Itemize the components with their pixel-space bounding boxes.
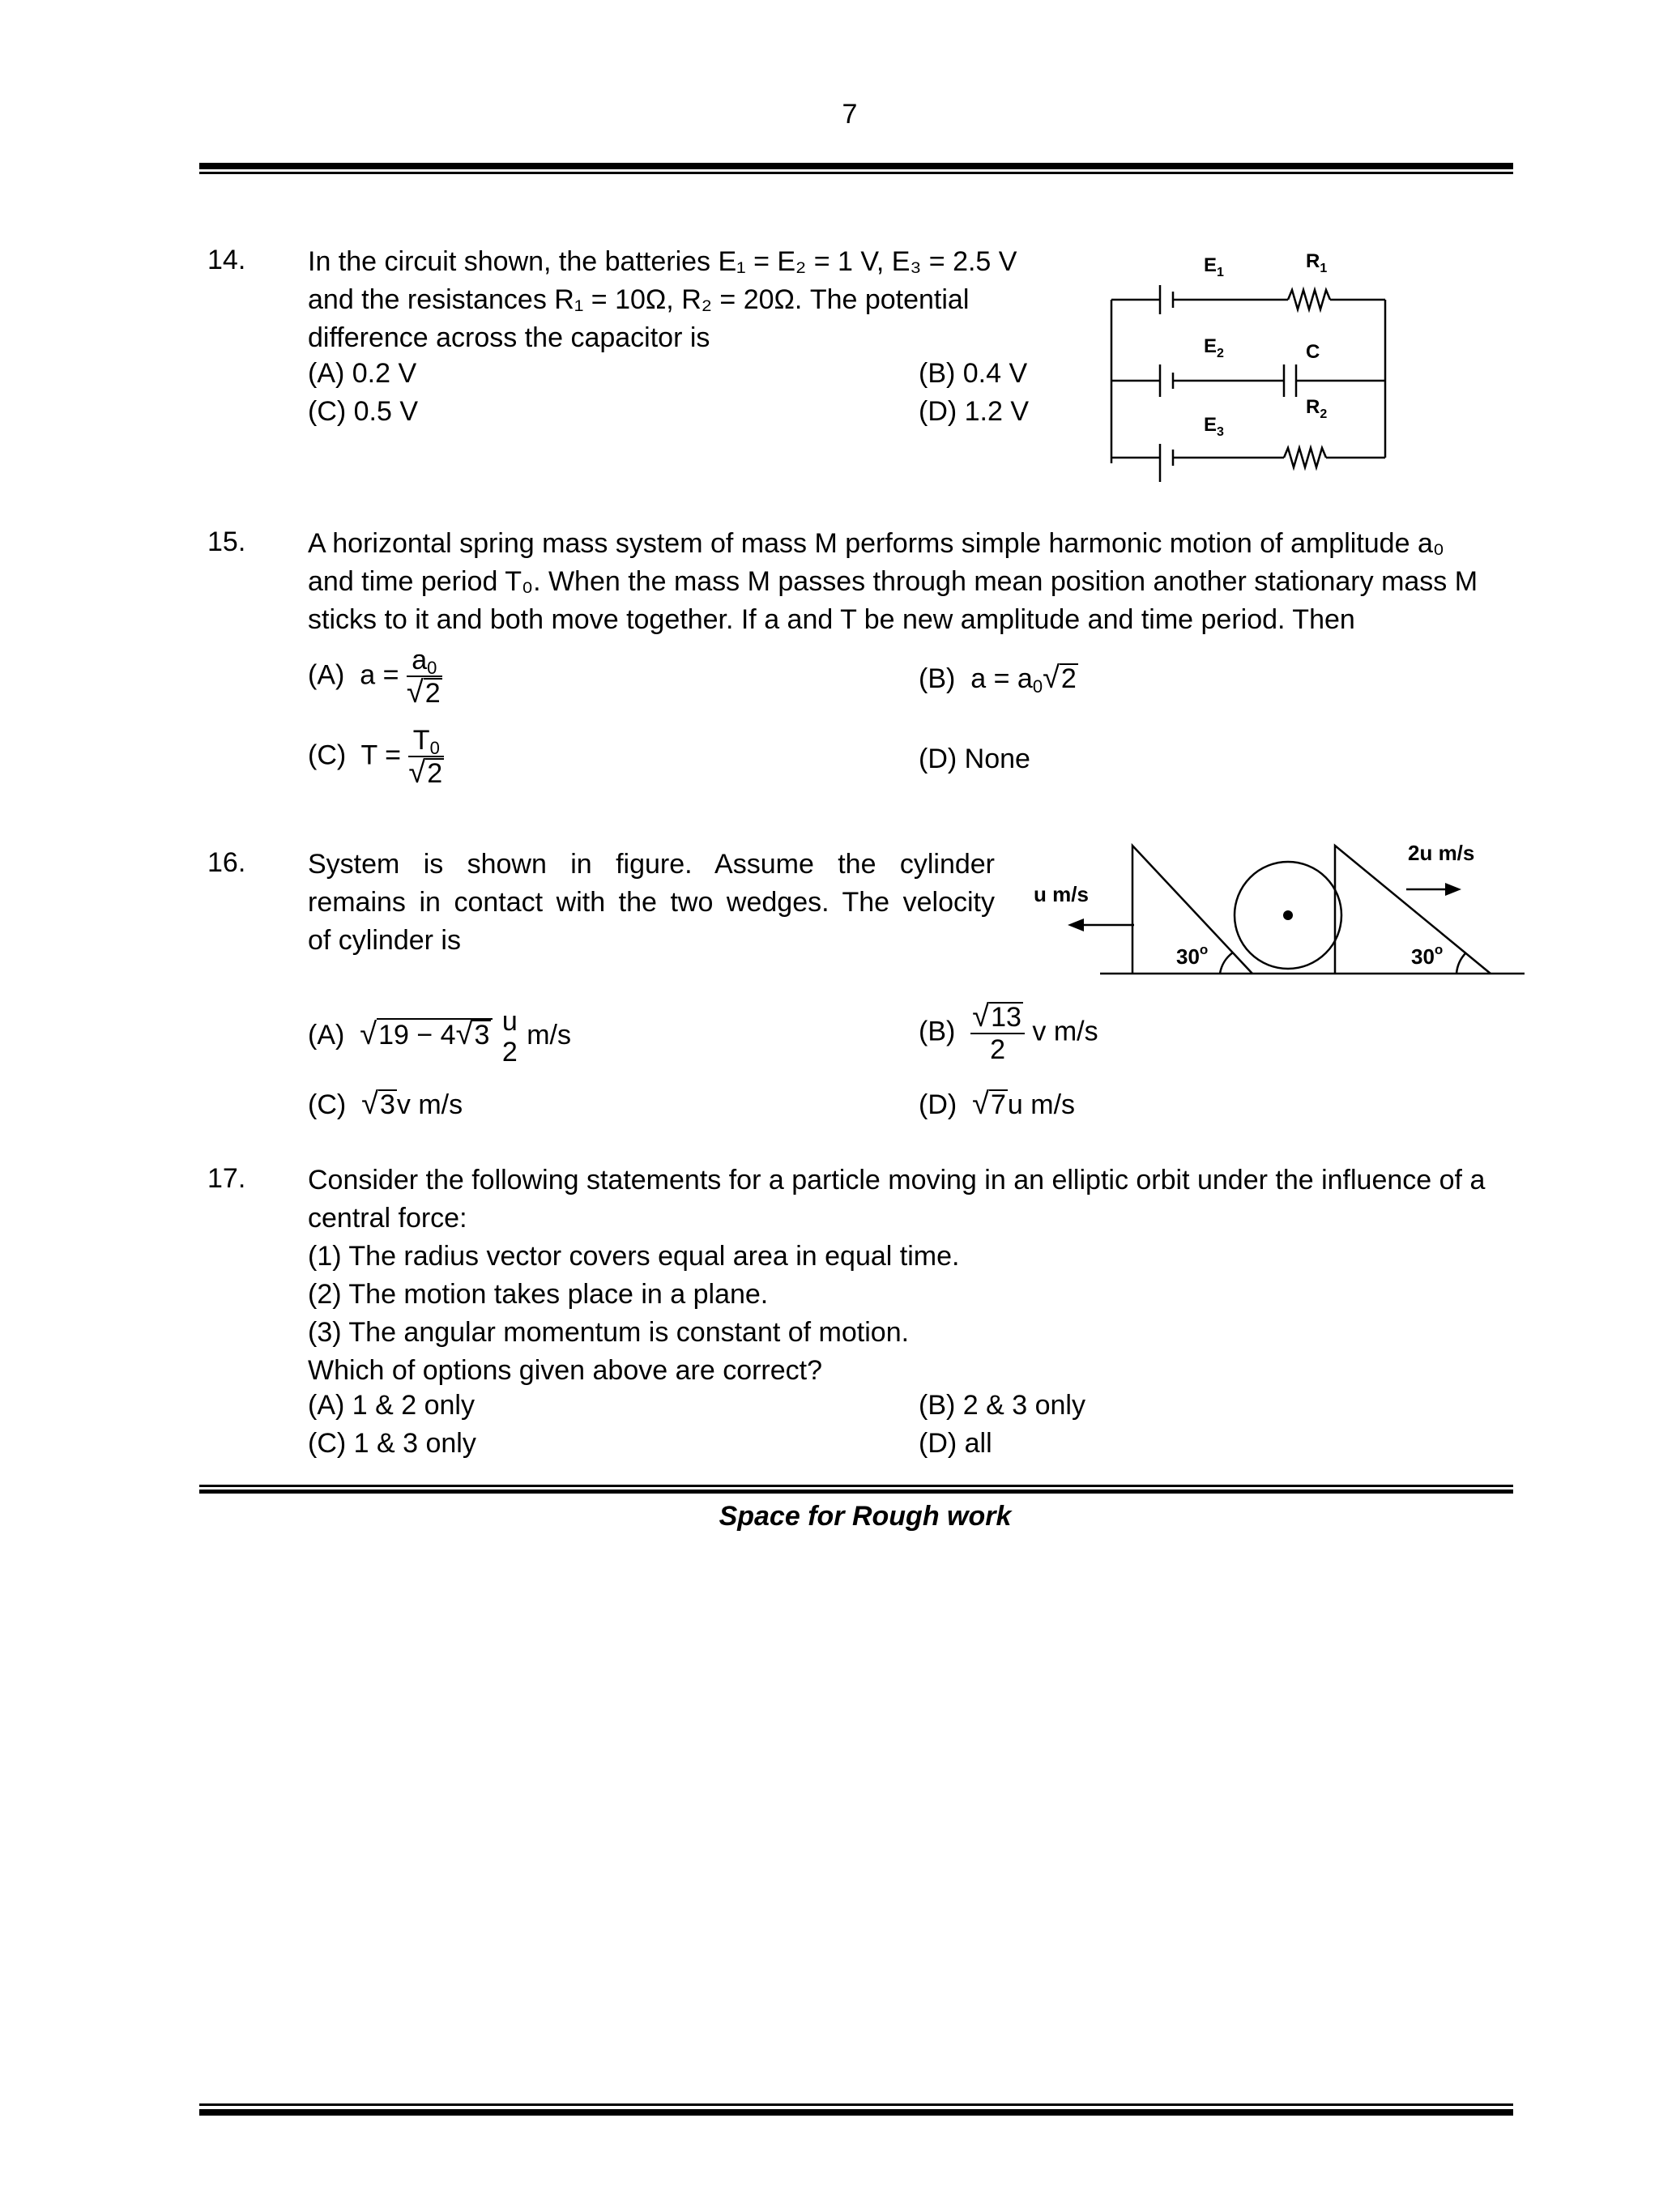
question-16-number: 16. (207, 847, 246, 878)
option-b-label: (B) (919, 663, 956, 694)
q16-option-d-root: 7 (990, 1089, 1006, 1120)
question-17-statement-2: (2) The motion takes place in a plane. (308, 1279, 769, 1310)
option-c-lhs: T = (360, 739, 401, 771)
option-c-label: (C) (308, 739, 347, 771)
rough-work-rule-thin (199, 1485, 1513, 1487)
question-14-option-c: (C) 0.5 V (308, 396, 419, 427)
question-16-line-2: remains in contact with the two wedges. The velocity (308, 887, 995, 918)
option-c-denominator: 2 (427, 758, 443, 789)
q16-option-a-label: (A) (308, 1019, 345, 1051)
question-17-option-d: (D) all (919, 1428, 992, 1459)
wedge-cylinder-figure (1029, 834, 1531, 988)
option-b-root: 2 (1060, 663, 1077, 694)
right-angle-value: 30 (1411, 944, 1435, 969)
rough-work-rule-thick (199, 1490, 1513, 1494)
q16-option-a-inner-root: 3 (474, 1019, 490, 1051)
option-a-numerator-sub: 0 (427, 658, 437, 678)
option-c-numerator-sub: 0 (429, 738, 440, 758)
bottom-rule-thick (199, 2109, 1513, 2116)
question-17-statement-3: (3) The angular momentum is constant of motion. (308, 1317, 910, 1348)
option-a-fraction: $\frac{a_0}{√2}$ (406, 645, 441, 710)
right-angle-label (1411, 942, 1443, 969)
question-15-line-2: and time period T₀. When the mass M passes through mean position another stationary mass M (308, 566, 1478, 597)
option-c-numerator: T (412, 725, 430, 756)
rough-work-caption: Space for Rough work (719, 1501, 1012, 1532)
label-r2 (1306, 396, 1327, 421)
option-a-denominator: 2 (424, 678, 441, 709)
question-17-line-1: Consider the following statements for a particle moving in an elliptic orbit under the influence of a (308, 1165, 1486, 1196)
q16-option-b-denominator: 2 (990, 1034, 1006, 1065)
q16-option-b-unit: v m/s (1032, 1016, 1098, 1047)
label-e1 (1204, 254, 1224, 279)
q16-option-b-label: (B) (919, 1016, 956, 1047)
top-rule-thin (199, 172, 1513, 174)
question-15-option-c (308, 725, 444, 789)
question-15-line-3: sticks to it and both move together. If a and T be new amplitude and time period. Then (308, 604, 1355, 635)
label-r1 (1306, 250, 1327, 275)
left-angle-label (1176, 942, 1208, 969)
q16-option-a-radicand: 19 − 4√3 (377, 1018, 493, 1049)
question-14-number: 14. (207, 245, 246, 275)
question-16-option-b (919, 1001, 1098, 1065)
option-b-sub: 0 (1032, 676, 1043, 697)
page-number: 7 (842, 99, 858, 130)
question-16-option-c: (C) √3v m/s (308, 1087, 463, 1121)
label-r2-sub: 2 (1320, 407, 1328, 421)
label-e2-sub: 2 (1217, 347, 1224, 360)
label-e2 (1204, 335, 1224, 360)
question-17-option-c: (C) 1 & 3 only (308, 1428, 476, 1459)
question-15-number: 15. (207, 526, 246, 557)
question-15-option-d: (D) None (919, 744, 1030, 774)
question-14-option-d: (D) 1.2 V (919, 396, 1030, 427)
label-e3 (1204, 414, 1224, 439)
question-15-line-1: A horizontal spring mass system of mass M performs simple harmonic motion of amplitude a₀ (308, 528, 1444, 559)
q16-option-d-label: (D) (919, 1089, 957, 1120)
left-angle-value: 30 (1176, 944, 1200, 969)
q16-option-a-fraction (501, 1006, 519, 1068)
q16-option-b-numerator: 13 (991, 1002, 1021, 1033)
option-b-expression: a = a (970, 663, 1033, 694)
question-16-option-d: (D) √7u m/s (919, 1087, 1076, 1121)
label-c: C (1306, 341, 1320, 363)
question-14-option-b: (B) 0.4 V (919, 358, 1028, 389)
option-a-numerator: a (412, 645, 428, 676)
question-14-line-2: and the resistances R₁ = 10Ω, R₂ = 20Ω. The potential (308, 284, 970, 315)
q16-option-a-root: 19 − 4 (378, 1019, 456, 1051)
label-r1-letter: R (1306, 250, 1320, 272)
right-angle-degree: o (1434, 942, 1444, 957)
left-velocity-label: u m/s (1034, 882, 1089, 906)
question-16-line-3: of cylinder is (308, 925, 461, 956)
question-16-option-a: (A) √19 − 4√3 u 2 m/s (308, 1006, 571, 1068)
label-e3-letter: E (1204, 414, 1218, 436)
question-17-statement-1: (1) The radius vector covers equal area in equal time. (308, 1241, 960, 1272)
question-14-line-3: difference across the capacitor is (308, 322, 710, 353)
circuit-diagram (1102, 243, 1401, 486)
q16-option-c-label: (C) (308, 1089, 347, 1120)
label-e3-sub: 3 (1217, 425, 1224, 439)
option-a-lhs: a = (360, 659, 399, 691)
q16-option-a-numerator: u (501, 1006, 518, 1037)
question-14-line-1: In the circuit shown, the batteries E₁ = E₂ = 1 V, E₃ = 2.5 V (308, 246, 1017, 277)
q16-option-a-unit: m/s (527, 1019, 571, 1051)
question-17-line-2: central force: (308, 1203, 467, 1234)
q16-option-c-unit: v m/s (396, 1089, 463, 1120)
label-e2-letter: E (1204, 335, 1218, 357)
q16-option-b-fraction: $\frac{√13}{2}$ (970, 1001, 1025, 1065)
label-r2-letter: R (1306, 396, 1320, 418)
label-e1-letter: E (1204, 254, 1218, 276)
q16-option-d-unit: u m/s (1007, 1089, 1076, 1120)
question-17-question: Which of options given above are correct? (308, 1355, 823, 1386)
question-17-option-a: (A) 1 & 2 only (308, 1390, 475, 1421)
right-velocity-label: 2u m/s (1408, 841, 1475, 865)
left-angle-degree: o (1199, 942, 1209, 957)
question-15-option-b: (B) $a = a_0√2$ (919, 661, 1077, 697)
q16-option-c-root: 3 (379, 1089, 395, 1120)
question-17-number: 17. (207, 1163, 246, 1194)
option-c-fraction: $\frac{T_0}{√2}$ (408, 725, 443, 790)
question-16-line-1: System is shown in figure. Assume the cylinder (308, 849, 995, 880)
bottom-rule-thin (199, 2103, 1513, 2106)
question-17-option-b: (B) 2 & 3 only (919, 1390, 1085, 1421)
question-15-option-a (308, 645, 442, 709)
top-rule-thick (199, 163, 1513, 169)
label-e1-sub: 1 (1217, 266, 1224, 279)
label-r1-sub: 1 (1320, 262, 1328, 275)
question-14-option-a: (A) 0.2 V (308, 358, 417, 389)
q16-option-a-denominator: 2 (501, 1037, 518, 1068)
option-a-label: (A) (308, 659, 345, 691)
